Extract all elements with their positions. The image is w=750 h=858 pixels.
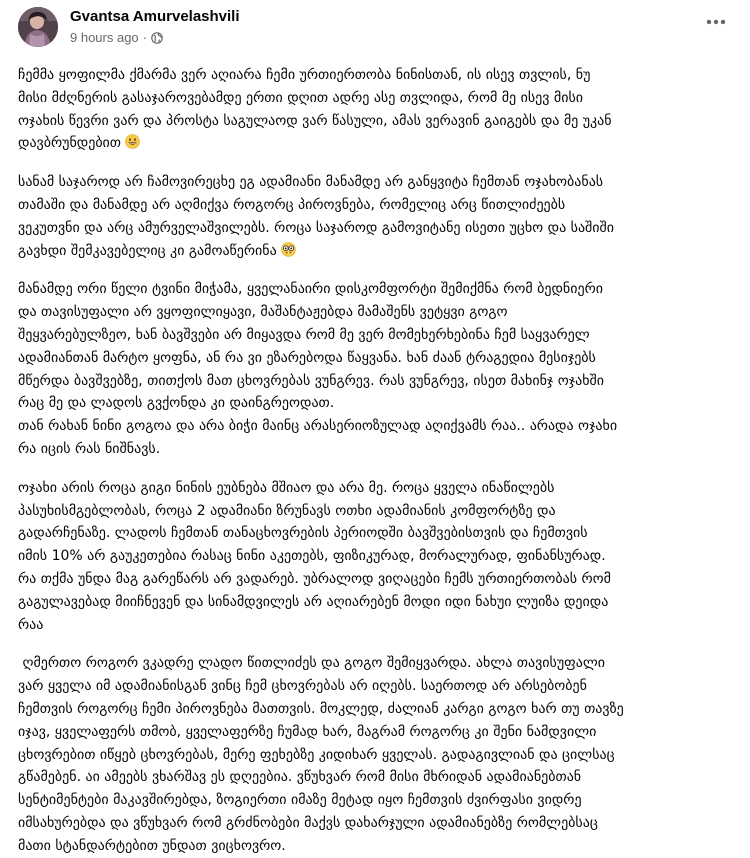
- post-text-line: რა იცის რას ნიშნავს.: [18, 440, 161, 457]
- post-paragraph: [18, 171, 732, 262]
- post-text-line: გწამებენ. აი ამეებს ვხარშავ ეს დღეებია. ვწუხვარ რომ მისი მხრიდან ადამიანებთან: [18, 769, 582, 786]
- post-timestamp[interactable]: 9 hours ago: [70, 30, 139, 45]
- post-text-line: მათი სტანდარტებით უნდათ ვიცხოვრო.: [18, 837, 286, 854]
- post-text-line: რა თქმა უნდა მაგ გარეწარს არ ვადარებ. უბრალოდ ვიღაცები ჩემს ურთიერთობას რომ: [18, 570, 611, 587]
- author-name[interactable]: Gvantsa Amurvelashvili: [70, 8, 240, 25]
- post-text-line: იმსახურებდა და ვწუხვარ რომ გრძნობები მაქვს დახარჯული ადამიანებზე რომლებსაც: [18, 814, 598, 831]
- post-text-line: შეყვარებულზეო, ხან ბავშვები არ მიყავდა რომ მე ვერ მომეხერხებინა ჩემ საყვარელ: [18, 326, 590, 343]
- post-body: [18, 64, 732, 858]
- post-text-line: ცხოვრებით იწყებ ცხოვრებას, მერე ფეხებზე კიდიხარ ყველას. გადაგივლიან და ცილსაც: [18, 746, 615, 763]
- post-text-line: ოჯახი არის როცა გიგი ნინის ეუბნება მშიაო და არა მე. როცა ყველა ინაწილებს: [18, 479, 555, 496]
- post-paragraph: [18, 652, 732, 857]
- post-text-line: პასუხისმგებლობას, როცა 2 ადამიანი ზრუნავს ოთხი ადამიანის კომფორტზე და: [18, 502, 556, 519]
- post-text-line: გადარჩენაზე. ლადოს ჩემთან თანაცხოვრების პერიოდში ბავშვებისთვის და ჩემთვის: [18, 525, 588, 542]
- post-text-line: ღმერთო როგორ ვკადრე ლადო წითლიძეს და გოგო შემიყვარდა. ახლა თავისუფალი: [18, 655, 605, 672]
- post-text-line: დავბრუნდებით: [18, 135, 122, 152]
- globe-icon[interactable]: [151, 32, 163, 44]
- post-text-line: იჯავ, ყველაფერს თმობ, ყველაფერზე ჩუმად ხარ, მაგრამ როგორც კი შენი ნამდვილი: [18, 723, 597, 740]
- post-text-line: გავხდი შემკავებელიც კი გამოაწერინა: [18, 242, 277, 259]
- post-paragraph: [18, 278, 732, 460]
- grinning-face-emoji: [125, 134, 140, 149]
- post-text-line: სენტიმენტები მაკავშირებდა, ზოგიერთი იმაზე მეტად იყო ჩემთვის ძვირფასი ვიდრე: [18, 792, 582, 809]
- post-text-line: ადამიანთან მარტო ყოფნა, ან რა ვი ეზარებოდა წაყვანა. ხან ძაან ტრაგედია მესიჯებს: [18, 349, 596, 366]
- more-options-icon[interactable]: [702, 12, 730, 32]
- post-text-line: ვარ ყველა იმ ადამიანისგან ვინც ჩემ ცხოვრებას არ იღებს. საერთოდ არ არსებობენ: [18, 678, 587, 695]
- post-text-line: ვეკუთვნი და არც ამურველაშვილებს. როცა საჯაროდ გამოვიტანე ისეთი უცხო და საშიში: [18, 219, 615, 236]
- post-header: [18, 4, 732, 56]
- post-text-line: რაც მე და ლადოს გვქონდა კი დაინგრეოდათ.: [18, 395, 335, 412]
- post-text-line: ოჯახის წევრი ვარ და პროსტა საგულაოდ ვარ წასული, ამას ვერავინ გაიგებს და მე უკან: [18, 112, 612, 129]
- nerd-face-emoji: [281, 242, 296, 257]
- post-text-line: თან რახან ნინი გოგოა და არა ბიჭი მაინც არასერიოზულად აღიქვამს რაა.. არადა ოჯახი: [18, 418, 618, 435]
- post-paragraph: [18, 64, 732, 155]
- avatar[interactable]: [18, 7, 58, 47]
- meta-separator: ·: [142, 30, 148, 45]
- post-text-line: ჩემთვის როგორც ჩემი პიროვნება მათთვის. მოკლედ, ძალიან კარგი გოგო ხარ თუ თავზე: [18, 700, 624, 717]
- post-text-line: გაგულავებად მიიჩნევენ და სინამდვილეს არ აღიარებენ მოდი იდი ნახუი ლუიზა დეიდა: [18, 593, 609, 610]
- post-text-line: მწერდა ბავშვებზე, თითქოს მათ ცხოვრებას ვუნგრევ. რას ვუნგრევ, ისეთ მახინჯ ოჯახში: [18, 372, 604, 389]
- post-text-line: რაა: [18, 616, 44, 633]
- post-meta: [70, 30, 163, 45]
- post-text-line: მანამდე ორი წელი ტვინი მიჭამა, ყველანაირი დისკომფორტი შემიქმნა რომ ბედნიერი: [18, 281, 603, 298]
- post-text-line: თამაში და მანამდე არ აღმიქვა როგორც პიროვნება, რომელიც არც წითლიძეებს: [18, 196, 566, 213]
- post-text-line: იმის 10% არ გაუკეთებია რასაც ნინი აკეთებს, ფიზიკურად, მორალურად, ფინანსურად.: [18, 548, 606, 565]
- post-text-line: ჩემმა ყოფილმა ქმარმა ვერ აღიარა ჩემი ურთიერთობა ნინისთან, ის ისევ თვლის, ნუ: [18, 67, 591, 83]
- post-paragraph: [18, 477, 732, 637]
- avatar-photo: [18, 7, 58, 47]
- post-text-line: და თავისუფალი არ ვყოფილიყავი, მაშანტაჟებდა მამაშენს ვეტყვი გოგო: [18, 304, 508, 321]
- post-text-line: სანამ საჯაროდ არ ჩამოვირეცხე ეგ ადამიანი მანამდე არ განყვიტა ჩემთან ოჯახობანას: [18, 174, 604, 191]
- post-text-line: მისი მძღნერის გასაჯაროვებამდე ერთი დღით ადრე ასე თვლიდა, რომ მე ისევ მისი: [18, 89, 584, 106]
